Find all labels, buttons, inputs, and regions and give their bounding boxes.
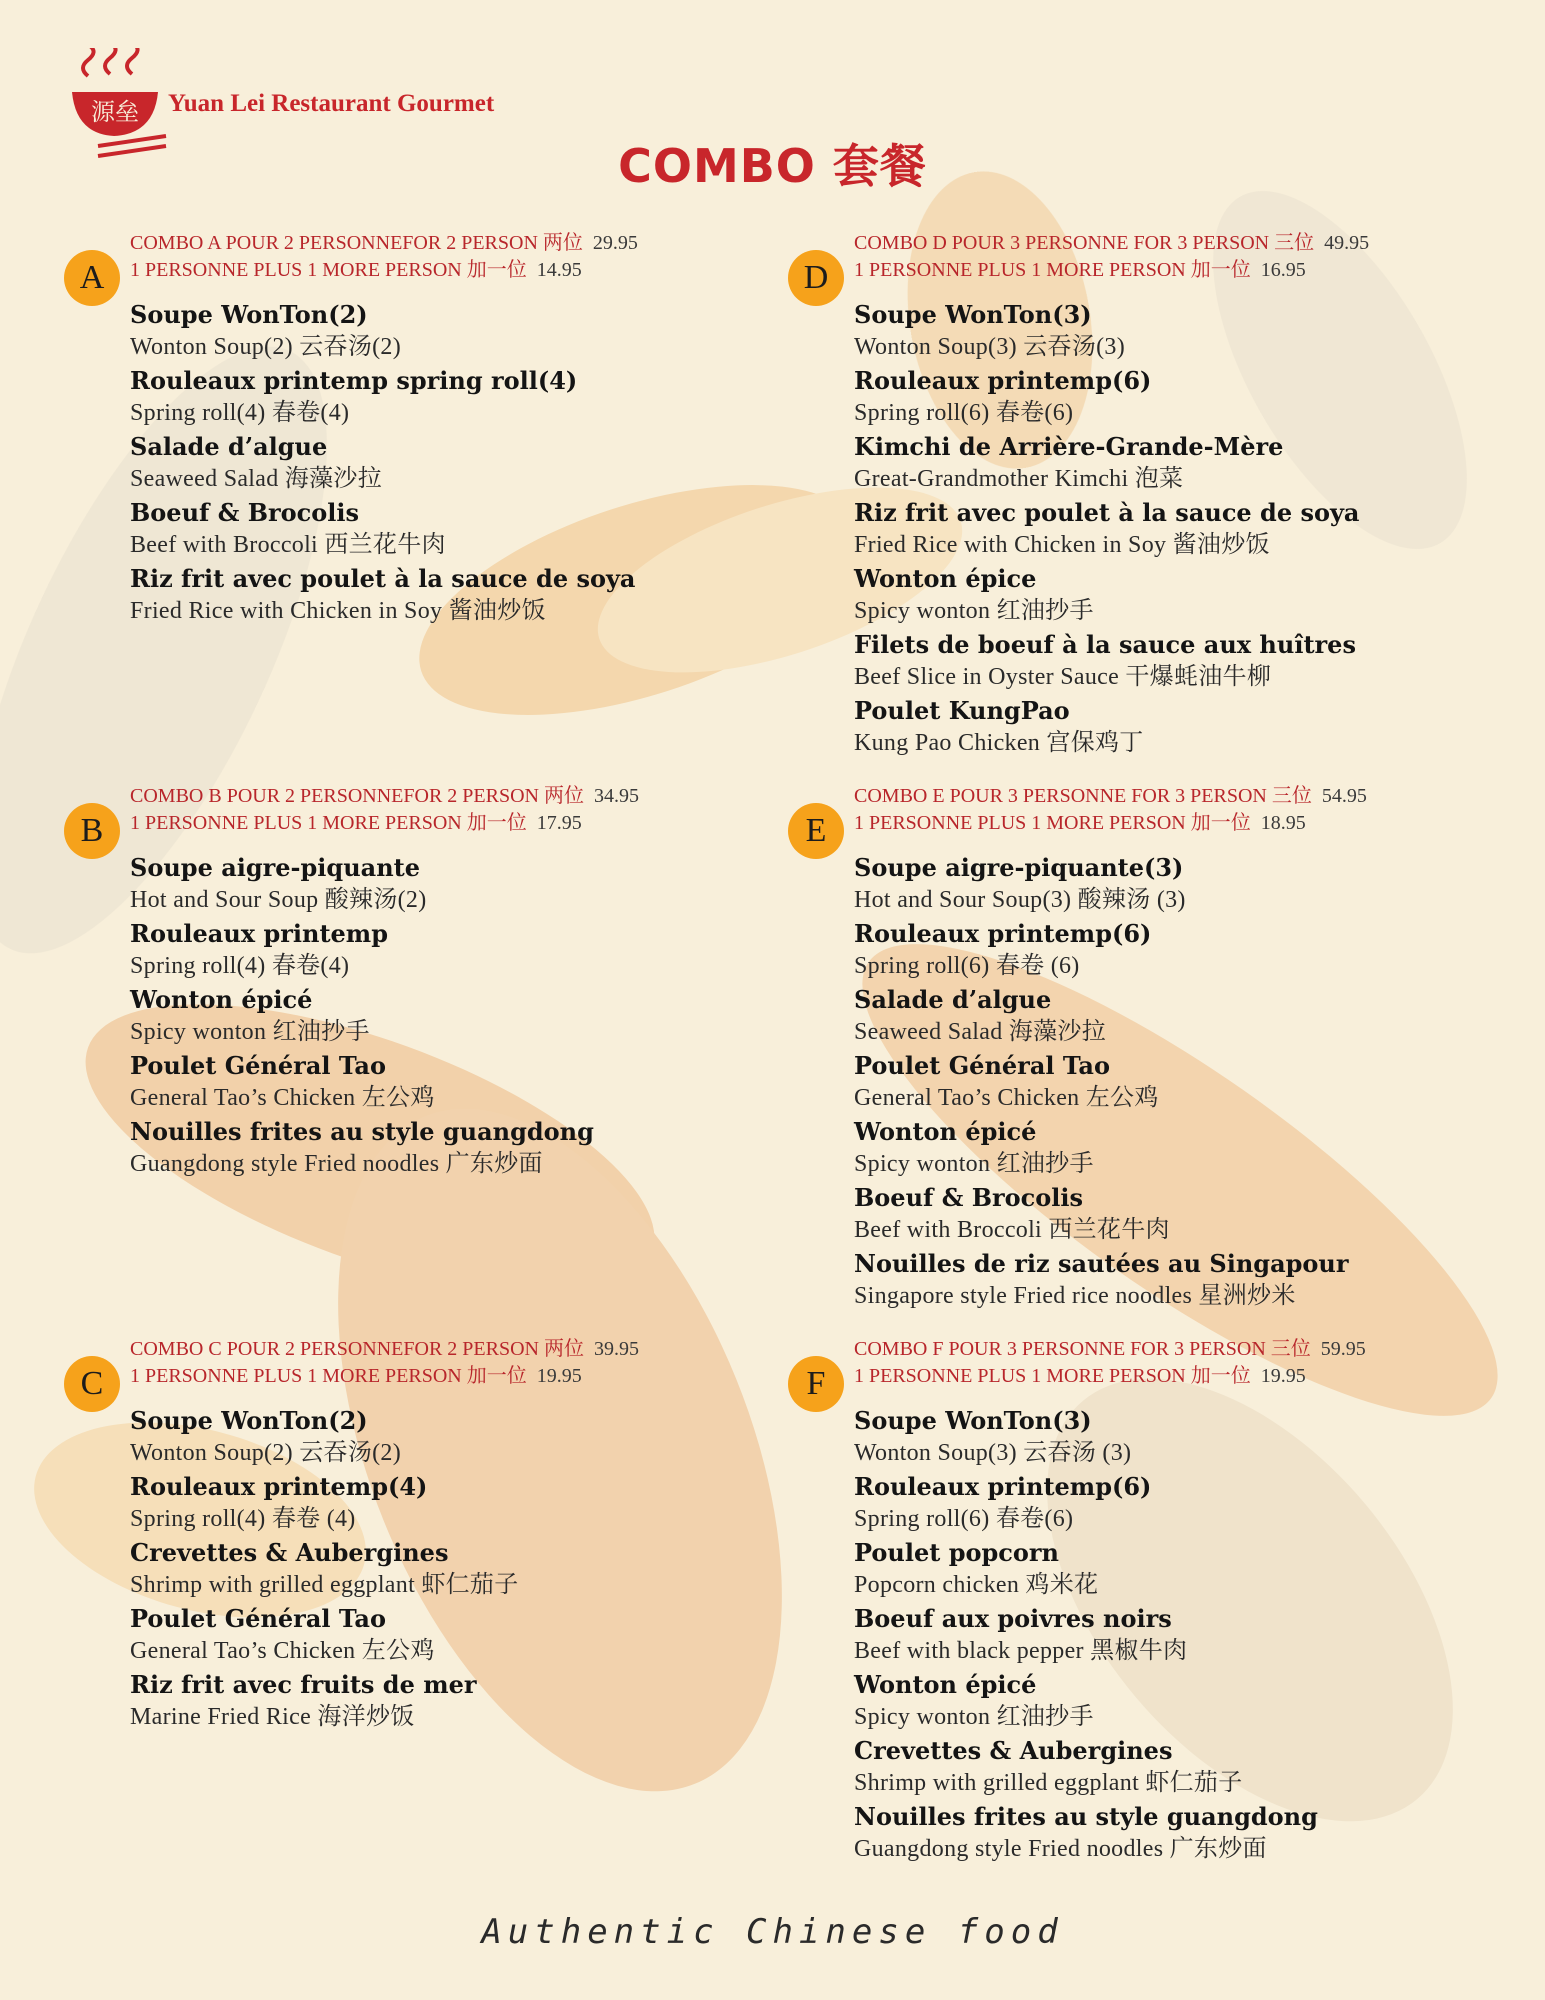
combo-header-line2: 1 PERSONNE PLUS 1 MORE PERSON 加一位 14.95 [130, 259, 582, 281]
combo-e [805, 783, 1545, 1313]
combo-extra-price: 16.95 [1260, 259, 1306, 281]
combo-header-line2: 1 PERSONNE PLUS 1 MORE PERSON 加一位 19.95 [854, 1365, 1306, 1387]
dish-name-en: Popcorn chicken 鸡米花 [854, 1572, 1099, 1598]
combo-c [80, 1336, 850, 1734]
combo-header-line1: COMBO D POUR 3 PERSONNE FOR 3 PERSON 三位 49.95 [854, 232, 1370, 254]
combo-f [806, 1336, 1545, 1866]
combo-header-line1: COMBO F POUR 3 PERSONNE FOR 3 PERSON 三位 59.95 [854, 1338, 1366, 1360]
dish-name-fr: Filets de boeuf à la sauce aux huîtres [854, 630, 1356, 659]
dish-name-fr: Poulet Général Tao [130, 1051, 386, 1080]
combo-header-line2: 1 PERSONNE PLUS 1 MORE PERSON 加一位 16.95 [854, 259, 1306, 281]
combo-d [803, 230, 1545, 760]
dish-name-en: Spring roll(6) 春卷 (6) [854, 953, 1080, 979]
dish-name-en: General Tao’s Chicken 左公鸡 [130, 1085, 435, 1111]
dish-name-en: Guangdong style Fried noodles 广东炒面 [854, 1836, 1267, 1862]
dish-name-fr: Wonton épicé [854, 1117, 1037, 1146]
combo-header-line2: 1 PERSONNE PLUS 1 MORE PERSON 加一位 19.95 [130, 1365, 582, 1387]
combo-header-line1: COMBO B POUR 2 PERSONNEFOR 2 PERSON 两位 34.95 [130, 785, 639, 807]
dish-name-fr: Poulet Général Tao [130, 1604, 386, 1633]
dish-name-fr: Soupe WonTon(2) [130, 1406, 368, 1435]
dish-name-fr: Nouilles frites au style guangdong [130, 1117, 594, 1146]
dish-name-fr: Rouleaux printemp [130, 919, 388, 948]
combo-price: 34.95 [593, 785, 639, 807]
dish-name-en: Beef Slice in Oyster Sauce 干爆蚝油牛柳 [854, 664, 1272, 690]
combo-header-line1: COMBO A POUR 2 PERSONNEFOR 2 PERSON 两位 29.95 [130, 232, 638, 254]
tagline: Authentic Chinese food [481, 1912, 1064, 1952]
dish-name-en: Beef with Broccoli 西兰花牛肉 [130, 532, 446, 558]
dish-name-en: Spicy wonton 红油抄手 [854, 1151, 1094, 1177]
combo-letter-badge: D [788, 250, 844, 306]
combo-extra-price: 19.95 [536, 1365, 582, 1387]
logo-text: 源垒 [91, 98, 139, 126]
dish-name-en: Spring roll(6) 春卷(6) [854, 1506, 1074, 1532]
dish-name-en: General Tao’s Chicken 左公鸡 [130, 1638, 435, 1664]
dish-name-fr: Boeuf & Brocolis [854, 1183, 1084, 1212]
dish-name-en: Beef with black pepper 黑椒牛肉 [854, 1638, 1188, 1664]
dish-name-fr: Rouleaux printemp(4) [130, 1472, 428, 1501]
dish-name-fr: Rouleaux printemp(6) [854, 366, 1152, 395]
combo-extra-price: 19.95 [1260, 1365, 1306, 1387]
combo-header-line1: COMBO E POUR 3 PERSONNE FOR 3 PERSON 三位 54.95 [854, 785, 1367, 807]
dish-name-fr: Kimchi de Arrière-Grande-Mère [854, 432, 1284, 461]
dish-name-en: Spring roll(4) 春卷(4) [130, 400, 350, 426]
dish-name-fr: Riz frit avec poulet à la sauce de soya [130, 564, 636, 593]
dish-name-fr: Salade d’algue [130, 432, 328, 461]
combo-extra-price: 17.95 [536, 812, 582, 834]
dish-name-fr: Poulet KungPao [854, 696, 1070, 725]
dish-name-en: Guangdong style Fried noodles 广东炒面 [130, 1151, 543, 1177]
dish-name-en: Kung Pao Chicken 宫保鸡丁 [854, 730, 1144, 756]
combo-price: 49.95 [1324, 232, 1370, 254]
dish-name-en: Great-Grandmother Kimchi 泡菜 [854, 466, 1184, 492]
dish-name-en: Spicy wonton 红油抄手 [130, 1019, 370, 1045]
combo-extra-price: 14.95 [536, 259, 582, 281]
dish-name-fr: Soupe WonTon(3) [854, 1406, 1092, 1435]
combo-letter-badge: E [788, 803, 844, 859]
dish-name-fr: Poulet popcorn [854, 1538, 1059, 1567]
dish-name-fr: Salade d’algue [854, 985, 1052, 1014]
page-title: COMBO 套餐 [618, 139, 927, 193]
dish-name-en: Spring roll(4) 春卷 (4) [130, 1506, 356, 1532]
combo-price: 54.95 [1321, 785, 1367, 807]
dish-name-fr: Poulet Général Tao [854, 1051, 1110, 1080]
dish-name-en: Beef with Broccoli 西兰花牛肉 [854, 1217, 1170, 1243]
combo-letter-badge: F [788, 1356, 844, 1412]
dish-name-en: Seaweed Salad 海藻沙拉 [854, 1019, 1107, 1045]
dish-name-en: Seaweed Salad 海藻沙拉 [130, 466, 383, 492]
dish-name-fr: Soupe aigre-piquante(3) [854, 853, 1184, 882]
dish-name-en: Marine Fried Rice 海洋炒饭 [130, 1704, 415, 1730]
dish-name-en: General Tao’s Chicken 左公鸡 [854, 1085, 1159, 1111]
dish-name-en: Wonton Soup(3) 云吞汤(3) [854, 334, 1126, 360]
dish-name-en: Singapore style Fried rice noodles 星洲炒米 [854, 1283, 1296, 1309]
dish-name-en: Fried Rice with Chicken in Soy 酱油炒饭 [130, 598, 546, 624]
dish-name-fr: Crevettes & Aubergines [130, 1538, 449, 1567]
dish-name-en: Spring roll(6) 春卷(6) [854, 400, 1074, 426]
dish-name-en: Spring roll(4) 春卷(4) [130, 953, 350, 979]
combo-extra-price: 18.95 [1260, 812, 1306, 834]
combo-header-line2: 1 PERSONNE PLUS 1 MORE PERSON 加一位 17.95 [130, 812, 582, 834]
dish-name-en: Fried Rice with Chicken in Soy 酱油炒饭 [854, 532, 1270, 558]
dish-name-fr: Soupe aigre-piquante [130, 853, 421, 882]
dish-name-en: Wonton Soup(2) 云吞汤(2) [130, 334, 402, 360]
dish-name-en: Wonton Soup(2) 云吞汤(2) [130, 1440, 402, 1466]
combo-header-line2: 1 PERSONNE PLUS 1 MORE PERSON 加一位 18.95 [854, 812, 1306, 834]
dish-name-fr: Wonton épicé [854, 1670, 1037, 1699]
dish-name-fr: Soupe WonTon(2) [130, 300, 368, 329]
dish-name-en: Spicy wonton 红油抄手 [854, 598, 1094, 624]
dish-name-fr: Crevettes & Aubergines [854, 1736, 1173, 1765]
dish-name-fr: Wonton épicé [130, 985, 313, 1014]
dish-name-fr: Wonton épice [854, 564, 1037, 593]
combo-letter-badge: A [64, 250, 120, 306]
dish-name-fr: Nouilles de riz sautées au Singapour [854, 1249, 1349, 1278]
dish-name-en: Hot and Sour Soup(3) 酸辣汤 (3) [854, 887, 1186, 913]
combo-header-line1: COMBO C POUR 2 PERSONNEFOR 2 PERSON 两位 39.95 [130, 1338, 639, 1360]
dish-name-en: Spicy wonton 红油抄手 [854, 1704, 1094, 1730]
dish-name-fr: Rouleaux printemp(6) [854, 919, 1152, 948]
combo-price: 29.95 [592, 232, 638, 254]
combo-letter-badge: C [64, 1356, 120, 1412]
combo-letter-badge: B [64, 803, 120, 859]
dish-name-fr: Riz frit avec poulet à la sauce de soya [854, 498, 1360, 527]
dish-name-en: Shrimp with grilled eggplant 虾仁茄子 [130, 1572, 519, 1598]
combo-b [80, 783, 850, 1181]
dish-name-fr: Riz frit avec fruits de mer [130, 1670, 477, 1699]
dish-name-en: Hot and Sour Soup 酸辣汤(2) [130, 887, 427, 913]
dish-name-fr: Boeuf aux poivres noirs [854, 1604, 1172, 1633]
dish-name-fr: Boeuf & Brocolis [130, 498, 360, 527]
dish-name-en: Shrimp with grilled eggplant 虾仁茄子 [854, 1770, 1243, 1796]
dish-name-fr: Rouleaux printemp spring roll(4) [130, 366, 578, 395]
dish-name-fr: Rouleaux printemp(6) [854, 1472, 1152, 1501]
dish-name-fr: Soupe WonTon(3) [854, 300, 1092, 329]
dish-name-fr: Nouilles frites au style guangdong [854, 1802, 1318, 1831]
restaurant-name: Yuan Lei Restaurant Gourmet [168, 90, 495, 117]
dish-name-en: Wonton Soup(3) 云吞汤 (3) [854, 1440, 1132, 1466]
combo-price: 59.95 [1320, 1338, 1366, 1360]
combo-a [79, 230, 850, 628]
combo-price: 39.95 [593, 1338, 639, 1360]
